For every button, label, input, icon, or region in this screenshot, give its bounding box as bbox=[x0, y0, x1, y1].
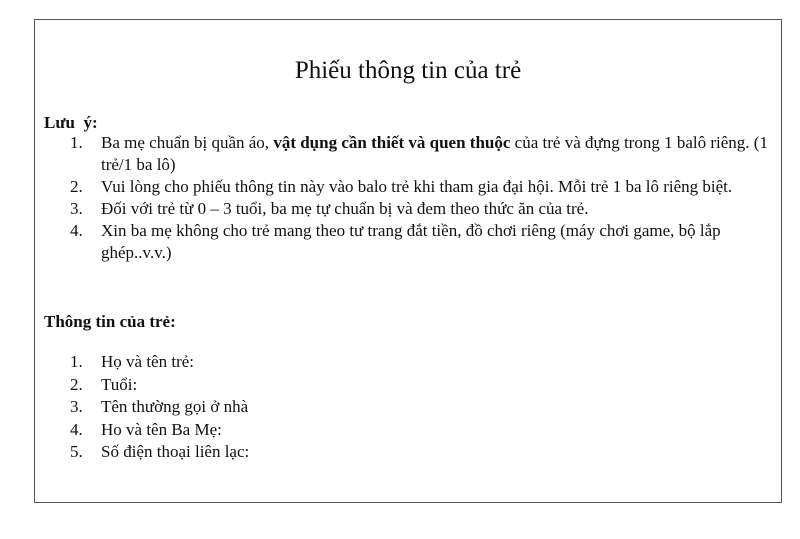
note-text-bold: vật dụng cần thiết và quen thuộc bbox=[273, 133, 511, 152]
info-field-label: Tên thường gọi ở nhà bbox=[101, 397, 249, 416]
info-field bbox=[70, 419, 670, 442]
info-field-label: Tuổi: bbox=[101, 374, 138, 394]
note-number: 4. bbox=[70, 221, 83, 240]
child-info-list bbox=[70, 351, 670, 464]
note-text: Đối với trẻ từ 0 – 3 tuổi, ba mẹ tự chuẩn bị và đem theo thức ăn của trẻ. bbox=[101, 199, 589, 218]
info-field-label: Số điện thoại liên lạc: bbox=[101, 442, 250, 461]
info-field bbox=[70, 396, 670, 419]
info-field-number: 2. bbox=[70, 374, 83, 394]
info-field bbox=[70, 374, 670, 397]
child-info-heading: Thông tin của trẻ: bbox=[44, 312, 176, 331]
notes-list bbox=[70, 132, 775, 264]
note-text-end: của trẻ và đựng trong 1 balô riêng. (1 trẻ/1 ba lô) bbox=[101, 133, 768, 174]
note-text: Vui lòng cho phiếu thông tin này vào balo trẻ khi tham gia đại hội. Mỗi trẻ 1 ba lô riêng biệt. bbox=[101, 177, 733, 196]
info-field bbox=[70, 351, 670, 374]
note-item bbox=[70, 198, 775, 220]
note-item bbox=[70, 220, 775, 264]
note-number: 3. bbox=[70, 199, 83, 218]
note-text-start: Ba mẹ chuẩn bị quần áo, bbox=[101, 133, 274, 152]
info-field bbox=[70, 441, 670, 464]
note-item bbox=[70, 132, 775, 176]
info-field-label: Họ và tên trẻ: bbox=[101, 352, 194, 371]
info-field-number: 3. bbox=[70, 397, 83, 416]
note-number: 2. bbox=[70, 177, 83, 196]
form-frame bbox=[34, 19, 782, 503]
note-number: 1. bbox=[70, 133, 83, 152]
info-field-number: 1. bbox=[70, 352, 83, 371]
note-text: Xin ba mẹ không cho trẻ mang theo tư trang đắt tiền, đồ chơi riêng (máy chơi game, bộ lắp ghép..v.v.) bbox=[101, 221, 721, 262]
info-field-number: 4. bbox=[70, 419, 83, 439]
info-field-label: Ho và tên Ba Mẹ: bbox=[101, 419, 222, 439]
info-field-number: 5. bbox=[70, 442, 83, 461]
note-item bbox=[70, 176, 775, 198]
form-title: Phiếu thông tin của trẻ bbox=[294, 57, 522, 84]
notes-heading: Lưu ý: bbox=[44, 113, 98, 132]
